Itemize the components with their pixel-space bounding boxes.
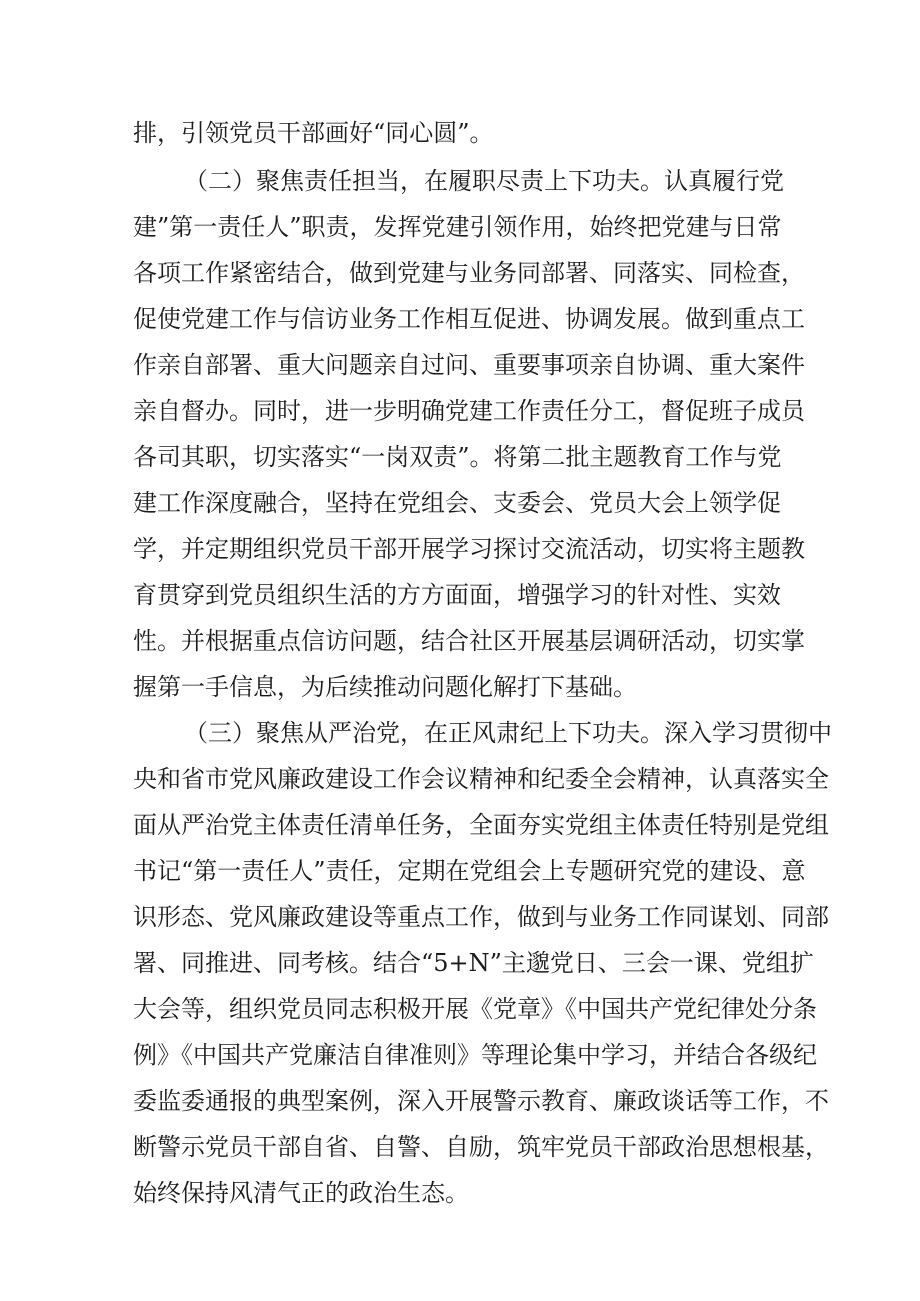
text-line: 例》《中国共产党廉洁自律准则》等理论集中学习，并结合各级纪 — [133, 1041, 817, 1069]
text-line: 排，引领党员干部画好“同心圆”。 — [133, 119, 494, 147]
text-line: 署、同推进、同考核。结合“5+N”主邈党日、三会一课、党组扩 — [133, 949, 814, 977]
text-line: 识形态、党风廉政建设等重点工作，做到与业务工作同谋划、同部 — [133, 903, 829, 931]
section-heading-3: （三）聚焦从严治党，在正风肃纪上下功夫。深入学习贯彻中 — [184, 719, 832, 747]
text-line: 建”第一责任人”职责，发挥党建引领作用，始终把党建与日常 — [133, 213, 782, 241]
text-line: 各项工作紧密结合，做到党建与业务同部署、同落实、同检查， — [133, 259, 805, 287]
section-heading-2: （二）聚焦责任担当，在履职尽责上下功夫。认真履行党 — [184, 167, 784, 195]
text-line: 书记“第一责任人”责任，定期在党组会上专题研究党的建设、意 — [133, 857, 806, 885]
text-line: 促使党建工作与信访业务工作相互促进、协调发展。做到重点工 — [133, 305, 805, 333]
text-line: 央和省市党风廉政建设工作会议精神和纪委全会精神，认真落实全 — [133, 765, 829, 793]
text-line: 握第一手信息，为后续推动问题化解打下基础。 — [133, 673, 637, 701]
text-line: 作亲自部署、重大问题亲自过问、重要事项亲自协调、重大案件 — [133, 351, 805, 379]
text-line: 育贯穿到党员组织生活的方方面面，增强学习的针对性、实效 — [133, 581, 781, 609]
text-line: 性。并根据重点信访问题，结合社区开展基层调研活动，切实掌 — [133, 627, 805, 655]
text-line: 学，并定期组织党员干部开展学习探讨交流活动，切实将主题教 — [133, 535, 805, 563]
text-line: 断警示党员干部自省、自警、自励，筑牢党员干部政治思想根基， — [133, 1133, 829, 1161]
text-line: 各司其职，切实落实“一岗双责”。将第二批主题教育工作与党 — [133, 443, 782, 471]
text-line: 亲自督办。同时，进一步明确党建工作责任分工，督促班子成员 — [133, 397, 805, 425]
text-line: 大会等，组织党员同志积极开展《党章》《中国共产党纪律处分条 — [133, 995, 817, 1023]
text-line: 委监委通报的典型案例，深入开展警示教育、廉政谈话等工作，不 — [133, 1087, 829, 1115]
text-line: 始终保持风清气正的政治生态。 — [133, 1179, 469, 1207]
text-line: 面从严治党主体责任清单任务，全面夯实党组主体责任特别是党组 — [133, 811, 829, 839]
text-line: 建工作深度融合，坚持在党组会、支委会、党员大会上领学促 — [133, 489, 781, 517]
